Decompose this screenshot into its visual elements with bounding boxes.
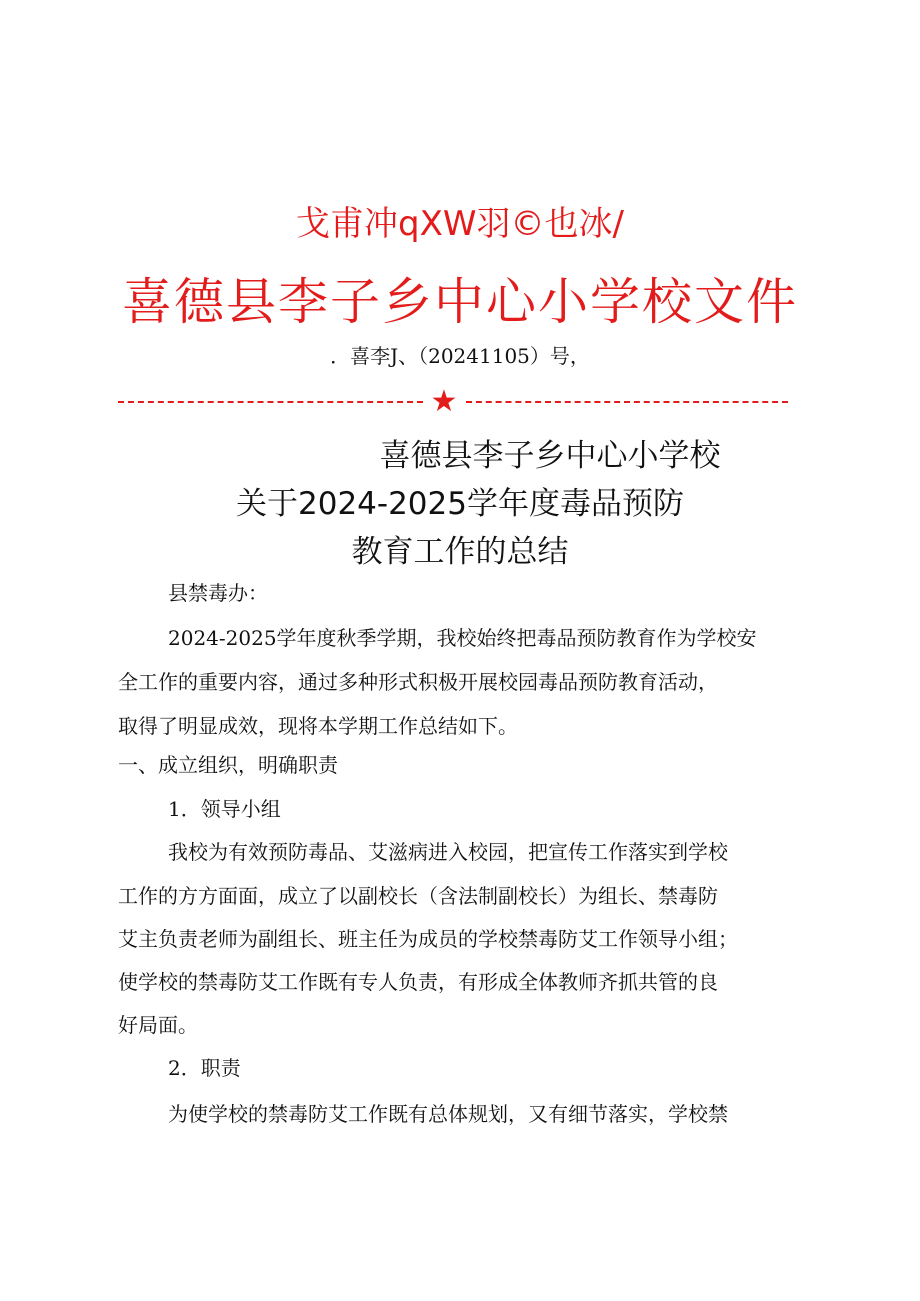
document-red-title: 喜德县李子乡中心小学校文件 xyxy=(122,273,798,331)
item-1-line-4: 使学校的禁毒防艾工作既有专人负责，有形成全体教师齐抓共管的良 xyxy=(118,970,718,994)
star-icon: ★ xyxy=(430,384,458,419)
addressee: 县禁毒办： xyxy=(168,581,268,605)
red-divider xyxy=(118,382,788,422)
intro-line-3: 取得了明显成效，现将本学期工作总结如下。 xyxy=(118,714,518,738)
item-2-heading: 2．职责 xyxy=(168,1056,241,1080)
intro-line-1: 2024-2025学年度秋季学期，我校始终把毒品预防教育作为学校安 xyxy=(168,626,757,650)
document-number: ．喜李J、（20241105）号， xyxy=(330,344,590,368)
item-2-line-1: 为使学校的禁毒防艾工作既有总体规划，又有细节落实，学校禁 xyxy=(168,1102,728,1126)
item-1-line-2: 工作的方方面面，成立了以副校长（含法制副校长）为组长、禁毒防 xyxy=(118,884,718,908)
divider-dash-right xyxy=(466,401,788,403)
item-1-line-3: 艾主负责老师为副组长、班主任为成员的学校禁毒防艾工作领导小组； xyxy=(118,927,738,951)
intro-line-2: 全工作的重要内容，通过多种形式积极开展校园毒品预防教育活动， xyxy=(118,670,718,694)
subtitle-line-2: 关于2024-2025学年度毒品预防 xyxy=(236,486,684,522)
subtitle-line-3: 教育工作的总结 xyxy=(351,534,569,570)
item-1-line-5: 好局面。 xyxy=(118,1013,198,1037)
subtitle-line-1: 喜德县李子乡中心小学校 xyxy=(379,438,721,474)
section-1-heading: 一、成立组织，明确职责 xyxy=(118,753,338,777)
item-1-line-1: 我校为有效预防毒品、艾滋病进入校园，把宣传工作落实到学校 xyxy=(168,840,728,864)
divider-dash-left xyxy=(118,401,423,403)
item-1-heading: 1．领导小组 xyxy=(168,797,281,821)
garbled-header-text: 戈甫冲qXW羽©也冰/ xyxy=(296,204,624,244)
